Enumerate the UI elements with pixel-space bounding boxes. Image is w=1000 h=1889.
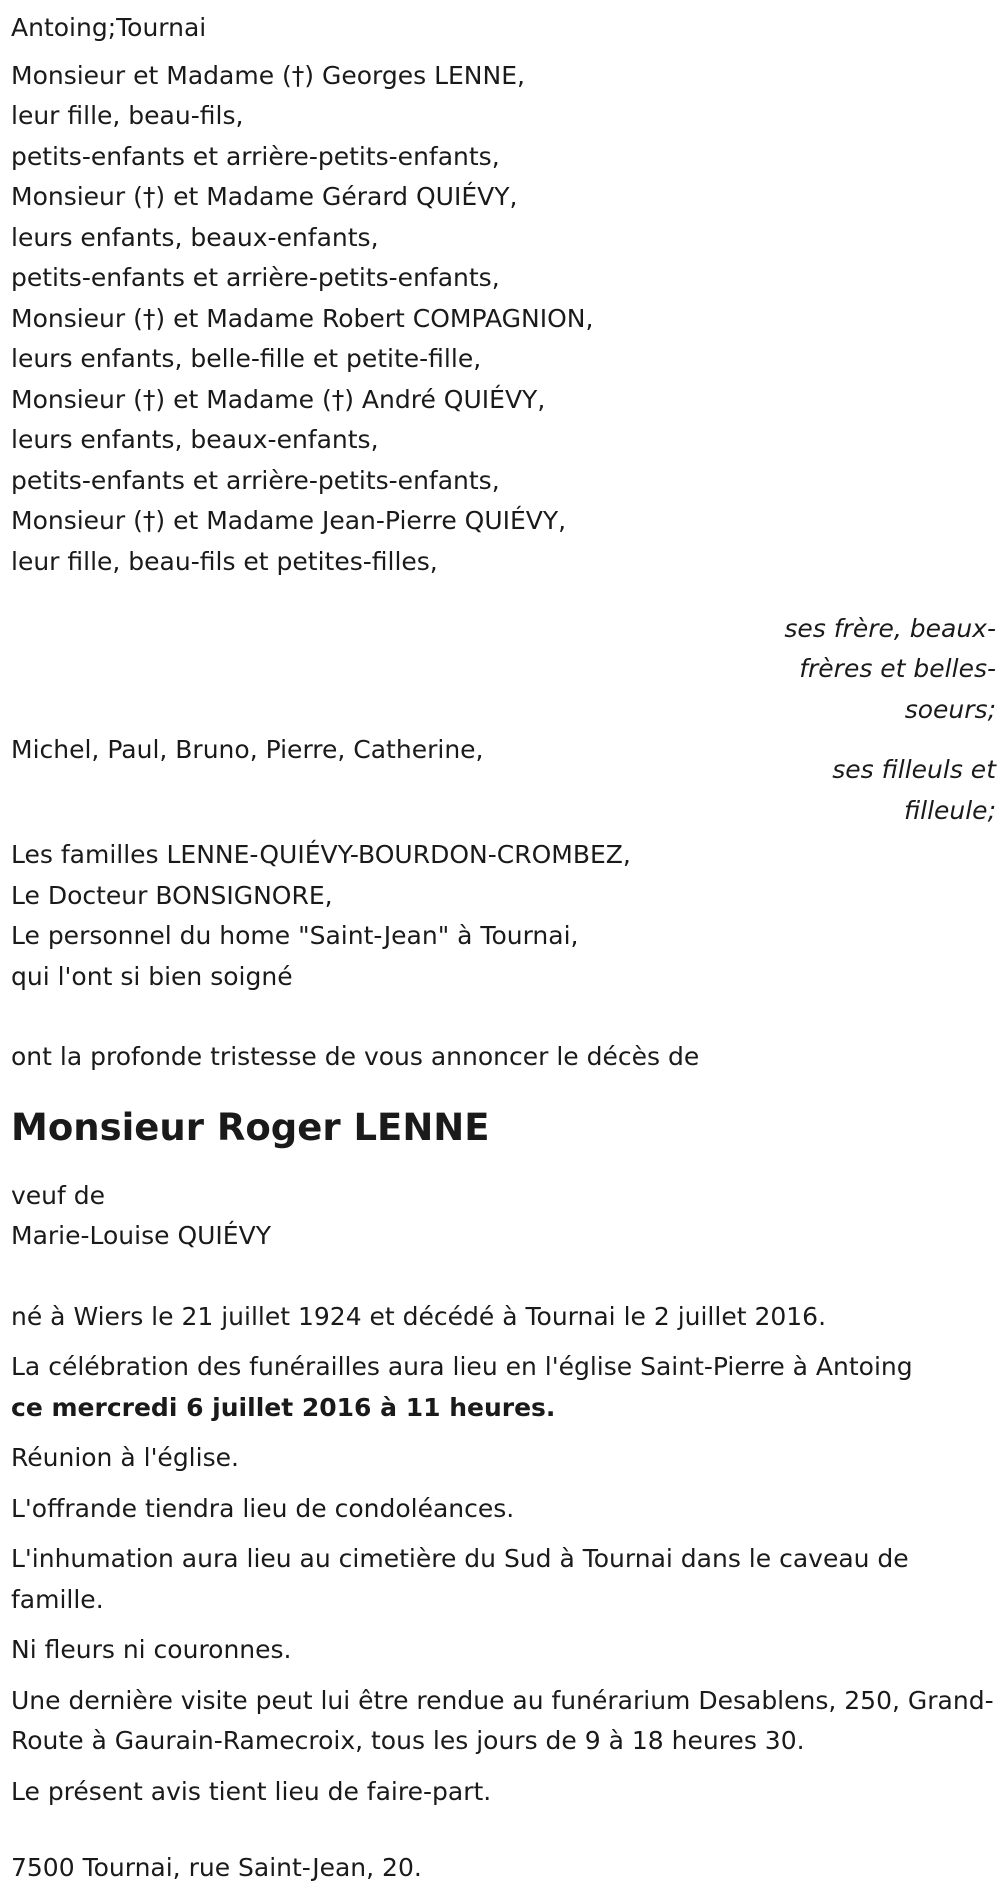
announcement: ont la profonde tristesse de vous annoncer le décès de — [11, 1042, 700, 1071]
family-group-godchildren-role — [766, 750, 996, 831]
address: 7500 Tournai, rue Saint-Jean, 20. — [11, 1853, 422, 1882]
others-line: Le personnel du home "Saint-Jean" à Tournai, — [11, 921, 579, 950]
family-line: Monsieur (†) et Madame Jean-Pierre QUIÉVY, — [11, 506, 567, 535]
others-line: qui l'ont si bien soigné — [11, 961, 293, 991]
family-line: Monsieur (†) et Madame (†) André QUIÉVY, — [11, 384, 546, 414]
location: Antoing;Tournai — [11, 13, 207, 42]
visit: Une dernière visite peut lui être rendue au funérarium Desablens, 250, Grand-Route à Gaurain-Ramecroix, tous les jours de 9 à 18 heures 30. — [11, 1685, 994, 1755]
family-line: leur fille, beau-fils et petites-filles, — [11, 546, 438, 576]
others-line: Le Docteur BONSIGNORE, — [11, 880, 333, 910]
family-group-godchildren-names — [11, 730, 766, 771]
ceremony-text: La célébration des funérailles aura lieu en l'église Saint-Pierre à Antoing — [11, 1352, 913, 1381]
family-group-siblings-role — [766, 609, 996, 731]
role-line: soeurs; — [904, 694, 996, 724]
family-group-siblings — [11, 56, 996, 731]
birth-death: né à Wiers le 21 juillet 1924 et décédé à Tournai le 2 juillet 2016. — [11, 1301, 827, 1331]
spouse-name: Marie-Louise QUIÉVY — [11, 1221, 271, 1250]
family-line: Monsieur (†) et Madame Robert COMPAGNION, — [11, 303, 594, 333]
family-line: leurs enfants, beaux-enfants, — [11, 222, 379, 252]
deceased-name: Monsieur Roger LENNE — [11, 1105, 490, 1149]
obituary-notice — [11, 8, 996, 1889]
role-line: frères et belles- — [799, 654, 996, 683]
family-line: leurs enfants, belle-fille et petite-fille, — [11, 344, 482, 373]
others-group — [11, 835, 996, 997]
widower-label: veuf de — [11, 1180, 106, 1210]
others-line: Les familles LENNE-QUIÉVY-BOURDON-CROMBEZ, — [11, 840, 631, 869]
family-line: petits-enfants et arrière-petits-enfants, — [11, 263, 500, 292]
family-line: petits-enfants et arrière-petits-enfants, — [11, 141, 500, 171]
role-line: filleule; — [903, 795, 996, 825]
family-line: Monsieur et Madame (†) Georges LENNE, — [11, 60, 525, 90]
role-line: ses filleuls et — [832, 755, 996, 784]
family-group-godchildren — [11, 730, 996, 831]
ceremony-date: ce mercredi 6 juillet 2016 à 11 heures. — [11, 1392, 556, 1422]
ceremony — [11, 1347, 996, 1428]
burial: L'inhumation aura lieu au cimetière du Sud à Tournai dans le caveau de famille. — [11, 1544, 909, 1614]
offering: L'offrande tiendra lieu de condoléances. — [11, 1493, 515, 1523]
family-group-siblings-names — [11, 56, 766, 583]
family-line: Michel, Paul, Bruno, Pierre, Catherine, — [11, 735, 484, 764]
family-line: Monsieur (†) et Madame Gérard QUIÉVY, — [11, 182, 518, 211]
family-line: petits-enfants et arrière-petits-enfants, — [11, 465, 500, 495]
notice: Le présent avis tient lieu de faire-part. — [11, 1776, 492, 1806]
family-line: leur fille, beau-fils, — [11, 101, 244, 130]
meeting: Réunion à l'église. — [11, 1443, 239, 1472]
family-line: leurs enfants, beaux-enfants, — [11, 425, 379, 454]
role-line: ses frère, beaux- — [784, 613, 996, 643]
no-flowers: Ni fleurs ni couronnes. — [11, 1635, 292, 1664]
